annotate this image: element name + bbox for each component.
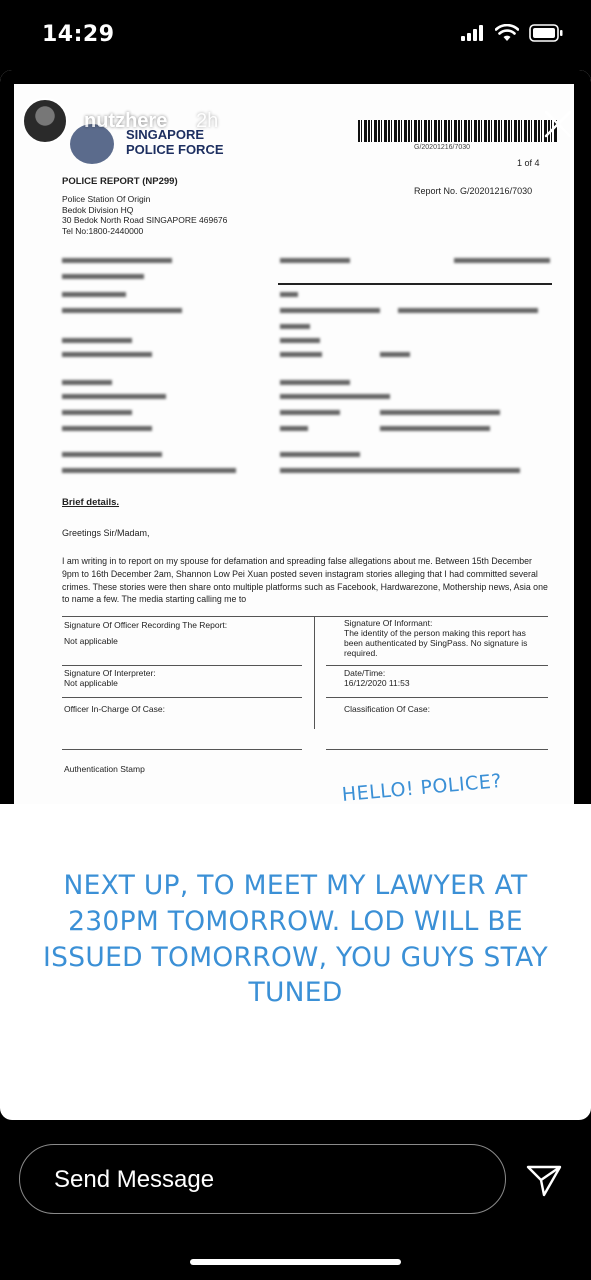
police-report-document bbox=[14, 84, 574, 804]
wifi-icon bbox=[495, 24, 519, 42]
send-icon[interactable] bbox=[524, 1160, 564, 1200]
sig-officer-value: Not applicable bbox=[64, 636, 118, 646]
barcode bbox=[358, 120, 558, 142]
status-icons bbox=[461, 24, 563, 42]
story-caption-small: HELLO! POLICE? bbox=[341, 770, 503, 806]
story-progress-bar bbox=[10, 80, 581, 83]
classification-label: Classification Of Case: bbox=[344, 704, 430, 714]
sig-informant-note: The identity of the person making this report has been authenticated by SingPass. No signature is required. bbox=[344, 628, 528, 658]
send-message-placeholder: Send Message bbox=[54, 1166, 215, 1193]
station-tel: Tel No:1800-2440000 bbox=[62, 225, 144, 236]
doc-body: I am writing in to report on my spouse for defamation and spreading false allegations about me. Between 15th December 9pm to 16th December 2am, Shannon Low Pei Xuan posted seven instagram stories alleging that I had committed several crimes. These stories were then share onto multiple platforms such as Facebook, Hardwarezone, Mothership news, Asia one to name a few. The media starting calling me to bbox=[62, 556, 548, 605]
story-card[interactable] bbox=[0, 70, 591, 1120]
officer-in-charge-label: Officer In-Charge Of Case: bbox=[64, 704, 165, 714]
status-time: 14:29 bbox=[42, 22, 115, 47]
story-time-ago: 2h bbox=[196, 110, 219, 132]
doc-greeting: Greetings Sir/Madam, bbox=[62, 528, 150, 538]
doc-divider bbox=[278, 283, 552, 285]
authentication-stamp-label: Authentication Stamp bbox=[64, 764, 145, 774]
datetime-label: Date/Time: bbox=[344, 668, 386, 678]
report-number: Report No. G/20201216/7030 bbox=[414, 186, 533, 196]
doc-title: POLICE REPORT (NP299) bbox=[62, 176, 178, 187]
station-name: Bedok Division HQ bbox=[62, 204, 134, 215]
sig-interpreter-value: Not applicable bbox=[64, 678, 118, 688]
progress-segment bbox=[443, 80, 581, 83]
sig-informant-label: Signature Of Informant: bbox=[344, 618, 433, 628]
avatar[interactable] bbox=[22, 98, 68, 144]
progress-segment bbox=[154, 80, 292, 83]
sig-officer-label: Signature Of Officer Recording The Report: bbox=[64, 620, 228, 630]
station-address: 30 Bedok North Road SINGAPORE 469676 bbox=[62, 215, 228, 226]
doc-page-count: 1 of 4 bbox=[517, 158, 540, 168]
signal-icon bbox=[461, 25, 485, 41]
brief-details-label: Brief details. bbox=[62, 497, 120, 508]
story-caption-main: NEXT UP, TO MEET MY LAWYER AT 230PM TOMORROW. LOD WILL BE ISSUED TOMORROW, YOU GUYS STAY TUNED bbox=[43, 870, 548, 1009]
status-bar bbox=[0, 0, 591, 70]
progress-segment bbox=[10, 80, 148, 83]
progress-segment bbox=[299, 80, 437, 83]
barcode-number: G/20201216/7030 bbox=[414, 144, 471, 151]
redacted-details bbox=[62, 252, 552, 484]
story-image bbox=[0, 70, 591, 804]
battery-icon bbox=[529, 24, 563, 42]
sig-interpreter-label: Signature Of Interpreter: bbox=[64, 668, 156, 678]
close-icon[interactable] bbox=[540, 106, 576, 142]
send-message-input[interactable] bbox=[19, 1144, 506, 1214]
doc-org-line2: POLICE FORCE bbox=[126, 141, 224, 157]
doc-org-line1: SINGAPORE bbox=[126, 127, 205, 142]
station-label: Police Station Of Origin bbox=[62, 194, 151, 204]
signature-table bbox=[62, 616, 548, 776]
station-info bbox=[62, 194, 227, 237]
datetime-value: 16/12/2020 11:53 bbox=[344, 678, 410, 688]
story-username[interactable]: nutzhere bbox=[84, 110, 168, 132]
home-indicator[interactable] bbox=[190, 1259, 401, 1265]
